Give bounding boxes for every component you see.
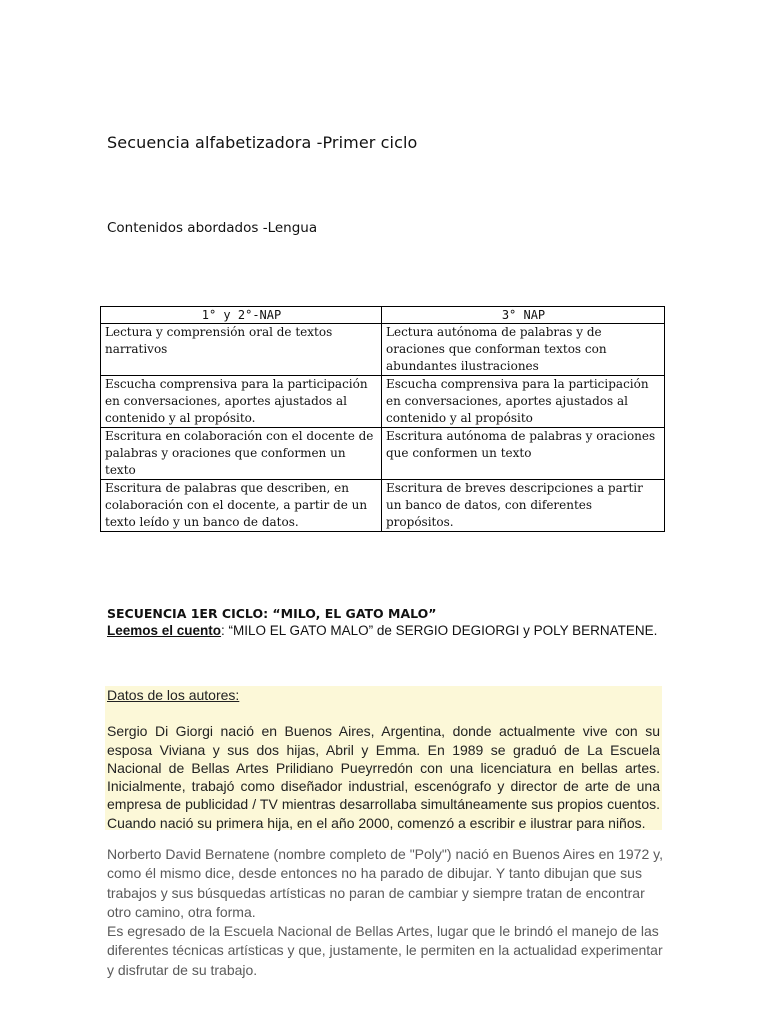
authors-section (105, 686, 662, 830)
table-cell: Escritura en colaboración con el docente de palabras y oraciones que conformen un texto (101, 428, 382, 480)
table-cell: Escucha comprensiva para la participación en conversaciones, aportes ajustados al contenido y al propósito. (101, 376, 382, 428)
table-cell: Lectura y comprensión oral de textos narrativos (101, 324, 382, 376)
table-cell: Escritura de palabras que describen, en colaboración con el docente, a partir de un texto leído y un banco de datos. (101, 480, 382, 532)
sequence-section (107, 605, 667, 639)
authors-heading: Datos de los autores: (107, 687, 240, 703)
column-header-nap-1-2: 1° y 2°-NAP (101, 307, 382, 324)
poly-paragraph-2: Es egresado de la Escuela Nacional de Bellas Artes, lugar que le brindó el manejo de las diferentes técnicas artísticas y que, justamente, le permiten en la actualidad experimentar y disfrutar de su trabajo. (107, 923, 663, 978)
table-row (101, 324, 665, 376)
table-row (101, 428, 665, 480)
column-header-nap-3: 3° NAP (382, 307, 665, 324)
poly-section (107, 845, 667, 980)
authors-paragraph: Sergio Di Giorgi nació en Buenos Aires, Argentina, donde actualmente vive con su esposa Viviana y sus dos hijas, Abril y Emma. En 1989 se graduó de La Escuela Nacional de Bellas Artes Prilidiano Pueyrredón con una licenciatura en bellas artes. Inicialmente, trabajó como diseñador industrial, escenógrafo y director de arte de una empresa de publicidad / TV mientras desarrollaba simultáneamente sus propios cuentos. Cuando nació su primera hija, en el año 2000, comenzó a escribir e ilustrar para niños. (107, 723, 660, 831)
sequence-lead (107, 622, 667, 639)
table-cell: Escritura de breves descripciones a partir un banco de datos, con diferentes propósitos. (382, 480, 665, 532)
table-row (101, 376, 665, 428)
sequence-lead-label: Leemos el cuento (107, 623, 222, 638)
table-header-row (101, 307, 665, 324)
table-row (101, 480, 665, 532)
poly-paragraph-1: Norberto David Bernatene (nombre completo de "Poly") nació en Buenos Aires en 1972 y, como él mismo dice, desde entonces no ha parado de dibujar. Y tanto dibujan que sus trabajos y sus búsquedas artísticas no paran de cambiar y siempre tratan de encontrar otro camino, otra forma. (107, 846, 663, 920)
table-cell: Escucha comprensiva para la participación en conversaciones, aportes ajustados al contenido y al propósito (382, 376, 665, 428)
nap-contents-table (100, 306, 665, 532)
sequence-title: SECUENCIA 1ER CICLO: “MILO, EL GATO MALO” (107, 606, 437, 621)
table-cell: Escritura autónoma de palabras y oraciones que conformen un texto (382, 428, 665, 480)
sequence-lead-text: : “MILO EL GATO MALO” de SERGIO DEGIORGI y POLY BERNATENE. (221, 623, 658, 638)
table-cell: Lectura autónoma de palabras y de oraciones que conforman textos con abundantes ilustraciones (382, 324, 665, 376)
document-subtitle: Contenidos abordados -Lengua (107, 220, 318, 236)
document-title: Secuencia alfabetizadora -Primer ciclo (107, 133, 418, 152)
